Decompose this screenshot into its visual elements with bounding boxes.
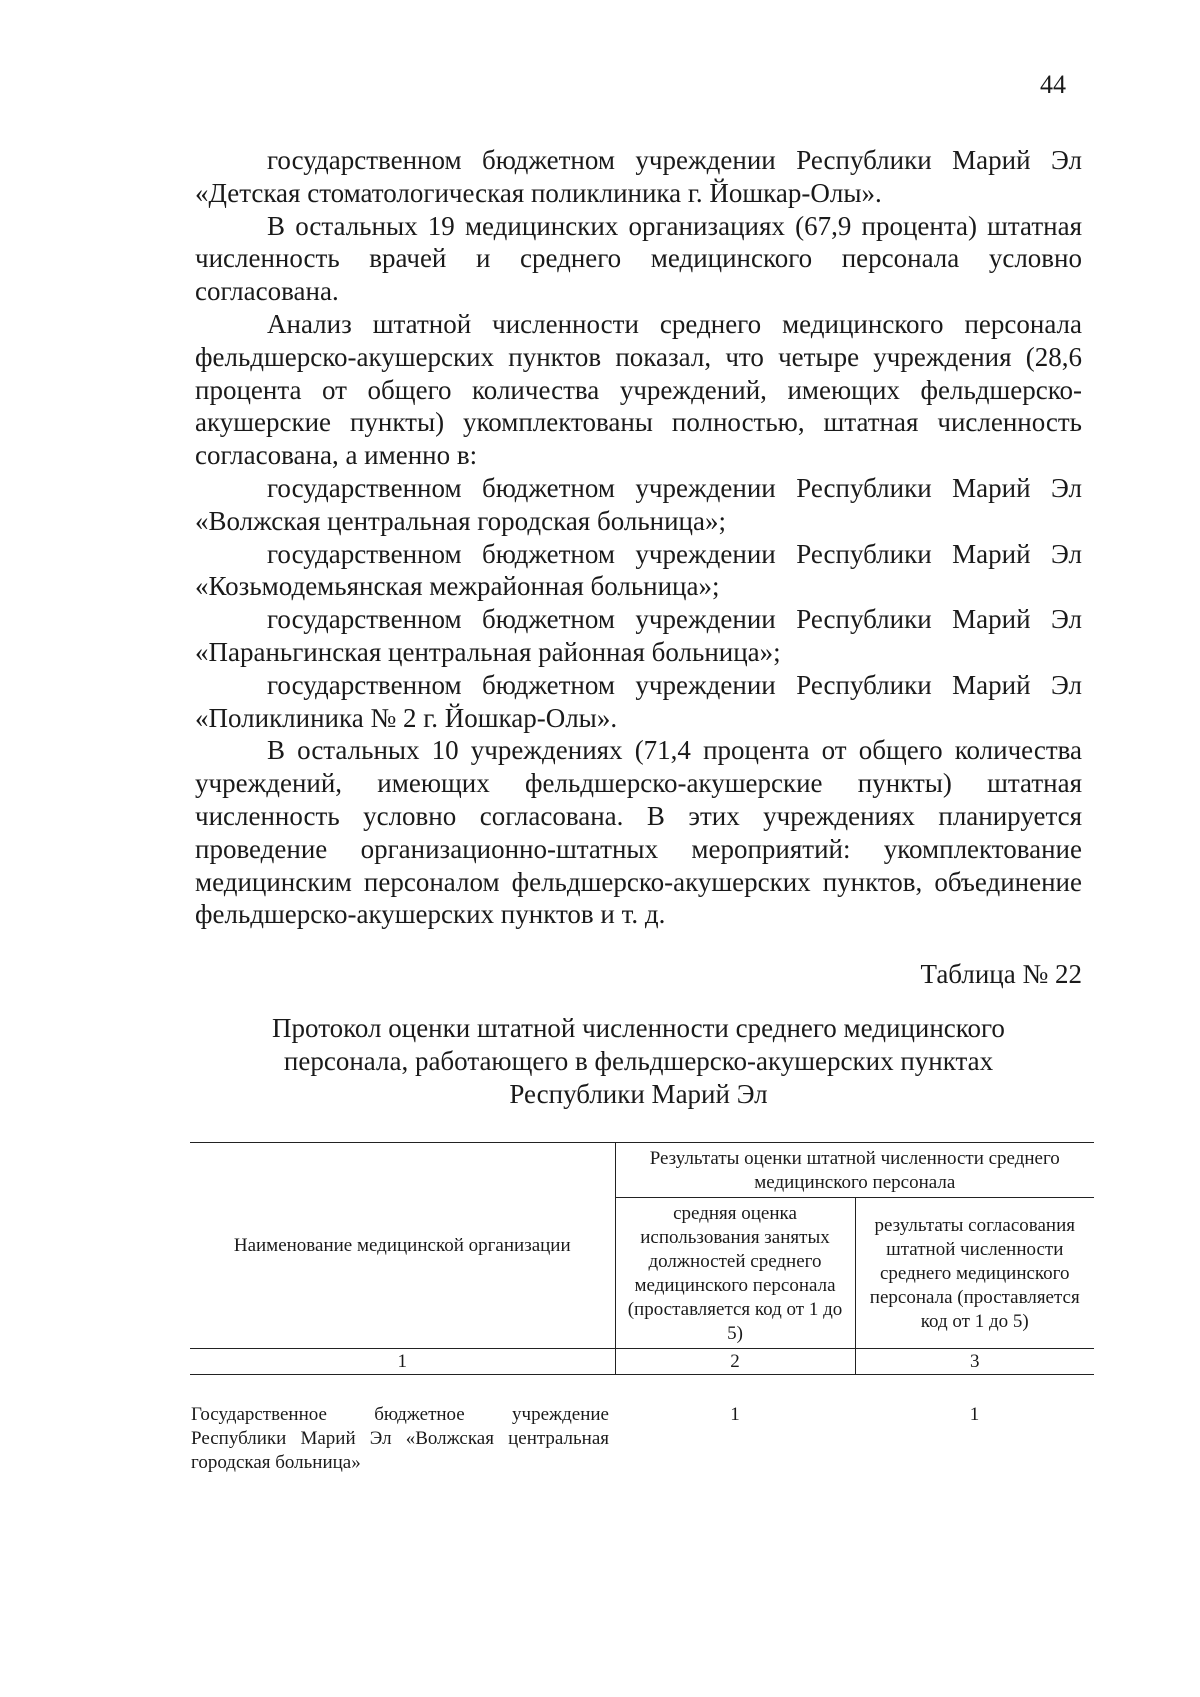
- column-number: 1: [190, 1349, 615, 1375]
- column-number: 3: [855, 1349, 1094, 1375]
- paragraph: государственном бюджетном учреждении Республики Марий Эл «Козьмодемьянская межрайонная больница»;: [195, 538, 1082, 602]
- header-approval-result: результаты согласования штатной численности среднего медицинского персонала (проставляется код от 1 до 5): [855, 1198, 1094, 1349]
- paragraph: государственном бюджетном учреждении Республики Марий Эл «Детская стоматологическая поликлиника г. Йошкар-Олы».: [195, 145, 1082, 208]
- staff-assessment-table: [190, 1142, 1094, 1476]
- approval-cell: 1: [969, 1404, 980, 1425]
- paragraph: государственном бюджетном учреждении Республики Марий Эл «Поликлиника № 2 г. Йошкар-Олы».: [195, 669, 1082, 733]
- org-name-cell: Государственное бюджетное учреждение Республики Марий Эл «Волжская центральная городская больница»: [191, 1404, 609, 1473]
- page-number: 44: [1040, 70, 1066, 99]
- table-title: [195, 1012, 1082, 1111]
- paragraph: В остальных 10 учреждениях (71,4 процента от общего количества учреждений, имеющих фельдшерско-акушерские пункты) штатная численность условно согласована. В этих учреждениях планируется проведение организационно-штатных мероприятий: укомплектование медицинским персоналом фельдшерско-акушерских пунктов, объединение фельдшерско-акушерских пунктов и т. д.: [195, 735, 1082, 930]
- document-body: [195, 144, 1082, 931]
- header-avg-usage: средняя оценка использования занятых должностей среднего медицинского персонала (проставляется код от 1 до 5): [615, 1198, 855, 1349]
- column-number-row: [190, 1349, 1094, 1375]
- table-caption: Таблица № 22: [920, 959, 1082, 989]
- table-title-line: Протокол оценки штатной численности среднего медицинского: [272, 1013, 1005, 1043]
- paragraph: В остальных 19 медицинских организациях (67,9 процента) штатная численность врачей и среднего медицинского персонала условно согласована.: [195, 210, 1082, 307]
- paragraph: Анализ штатной численности среднего медицинского персонала фельдшерско-акушерских пунктов показал, что четыре учреждения (28,6 процента от общего количества учреждений, имеющих фельдшерско-акушерские пункты) укомплектованы полностью, штатная численность согласована, а именно в:: [195, 308, 1082, 471]
- avg-usage-cell: 1: [730, 1404, 740, 1425]
- column-number: 2: [615, 1349, 855, 1375]
- table-row: [190, 1375, 1094, 1477]
- table-title-line: персонала, работающего в фельдшерско-акушерских пунктах: [283, 1046, 994, 1076]
- table: [190, 1142, 1094, 1476]
- table-title-line: Республики Марий Эл: [509, 1079, 768, 1109]
- paragraph: государственном бюджетном учреждении Республики Марий Эл «Параньгинская центральная районная больница»;: [195, 604, 1082, 667]
- paragraph: государственном бюджетном учреждении Республики Марий Эл «Волжская центральная городская больница»;: [195, 472, 1082, 536]
- header-results-group: Результаты оценки штатной численности среднего медицинского персонала: [615, 1143, 1094, 1198]
- header-org-name: Наименование медицинской организации: [190, 1143, 615, 1349]
